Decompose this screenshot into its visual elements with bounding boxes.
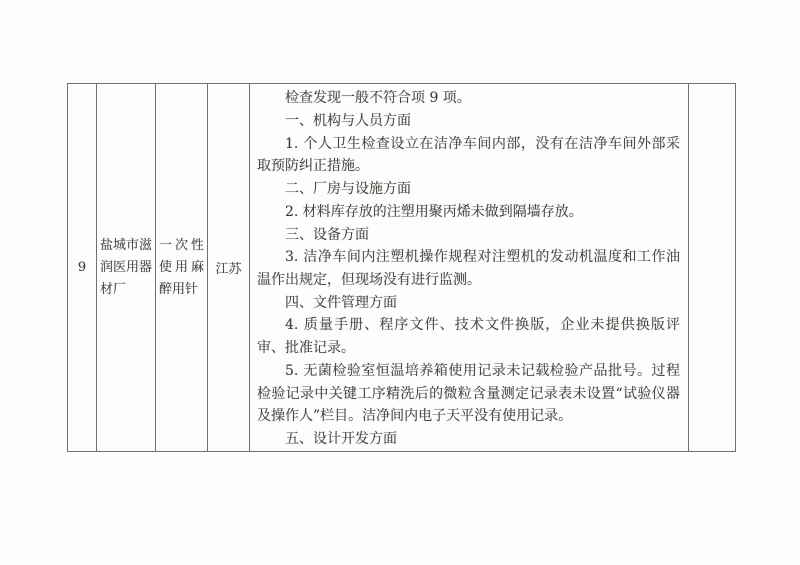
finding-section-heading: 五、设计开发方面 bbox=[285, 430, 397, 447]
finding-paragraph: 1. 个人卫生检查设立在洁净车间内部，没有在洁净车间外部采取预防纠正措施。 bbox=[257, 135, 680, 175]
finding-paragraph: 3. 洁净车间内注塑机操作规程对注塑机的发动机温度和工作油温作出规定，但现场没有进行监测。 bbox=[257, 249, 680, 288]
table-row bbox=[68, 84, 736, 452]
finding-paragraph: 5. 无菌检验室恒温培养箱使用记录未记载检验产品批号。过程检验记录中关键工序精洗后的微粒含量测定记录表未设置“试验仪器及操作人”栏目。洁净间内电子天平没有使用记录。 bbox=[257, 362, 680, 425]
finding-paragraph: 2. 材料库存放的注塑用聚丙烯未做到隔墙存放。 bbox=[285, 203, 583, 220]
product-name-cell: 一次性使用麻醉用针 bbox=[156, 84, 208, 452]
finding-section-heading: 三、设备方面 bbox=[285, 226, 369, 243]
finding-section-heading: 一、机构与人员方面 bbox=[285, 113, 411, 130]
row-number-cell: 9 bbox=[68, 84, 97, 452]
findings-cell bbox=[250, 84, 689, 452]
finding-paragraph: 4. 质量手册、程序文件、技术文件换版，企业未提供换版评审、批准记录。 bbox=[257, 317, 680, 357]
company-name-cell: 盐城市滋润医用器材厂 bbox=[97, 84, 156, 452]
finding-summary-line: 检查发现一般不符合项 9 项。 bbox=[285, 90, 471, 107]
finding-section-heading: 二、厂房与设施方面 bbox=[285, 181, 411, 198]
finding-section-heading: 四、文件管理方面 bbox=[285, 294, 397, 311]
remarks-cell bbox=[689, 84, 736, 452]
province-cell: 江苏 bbox=[208, 84, 250, 452]
inspection-findings-table bbox=[67, 83, 736, 452]
